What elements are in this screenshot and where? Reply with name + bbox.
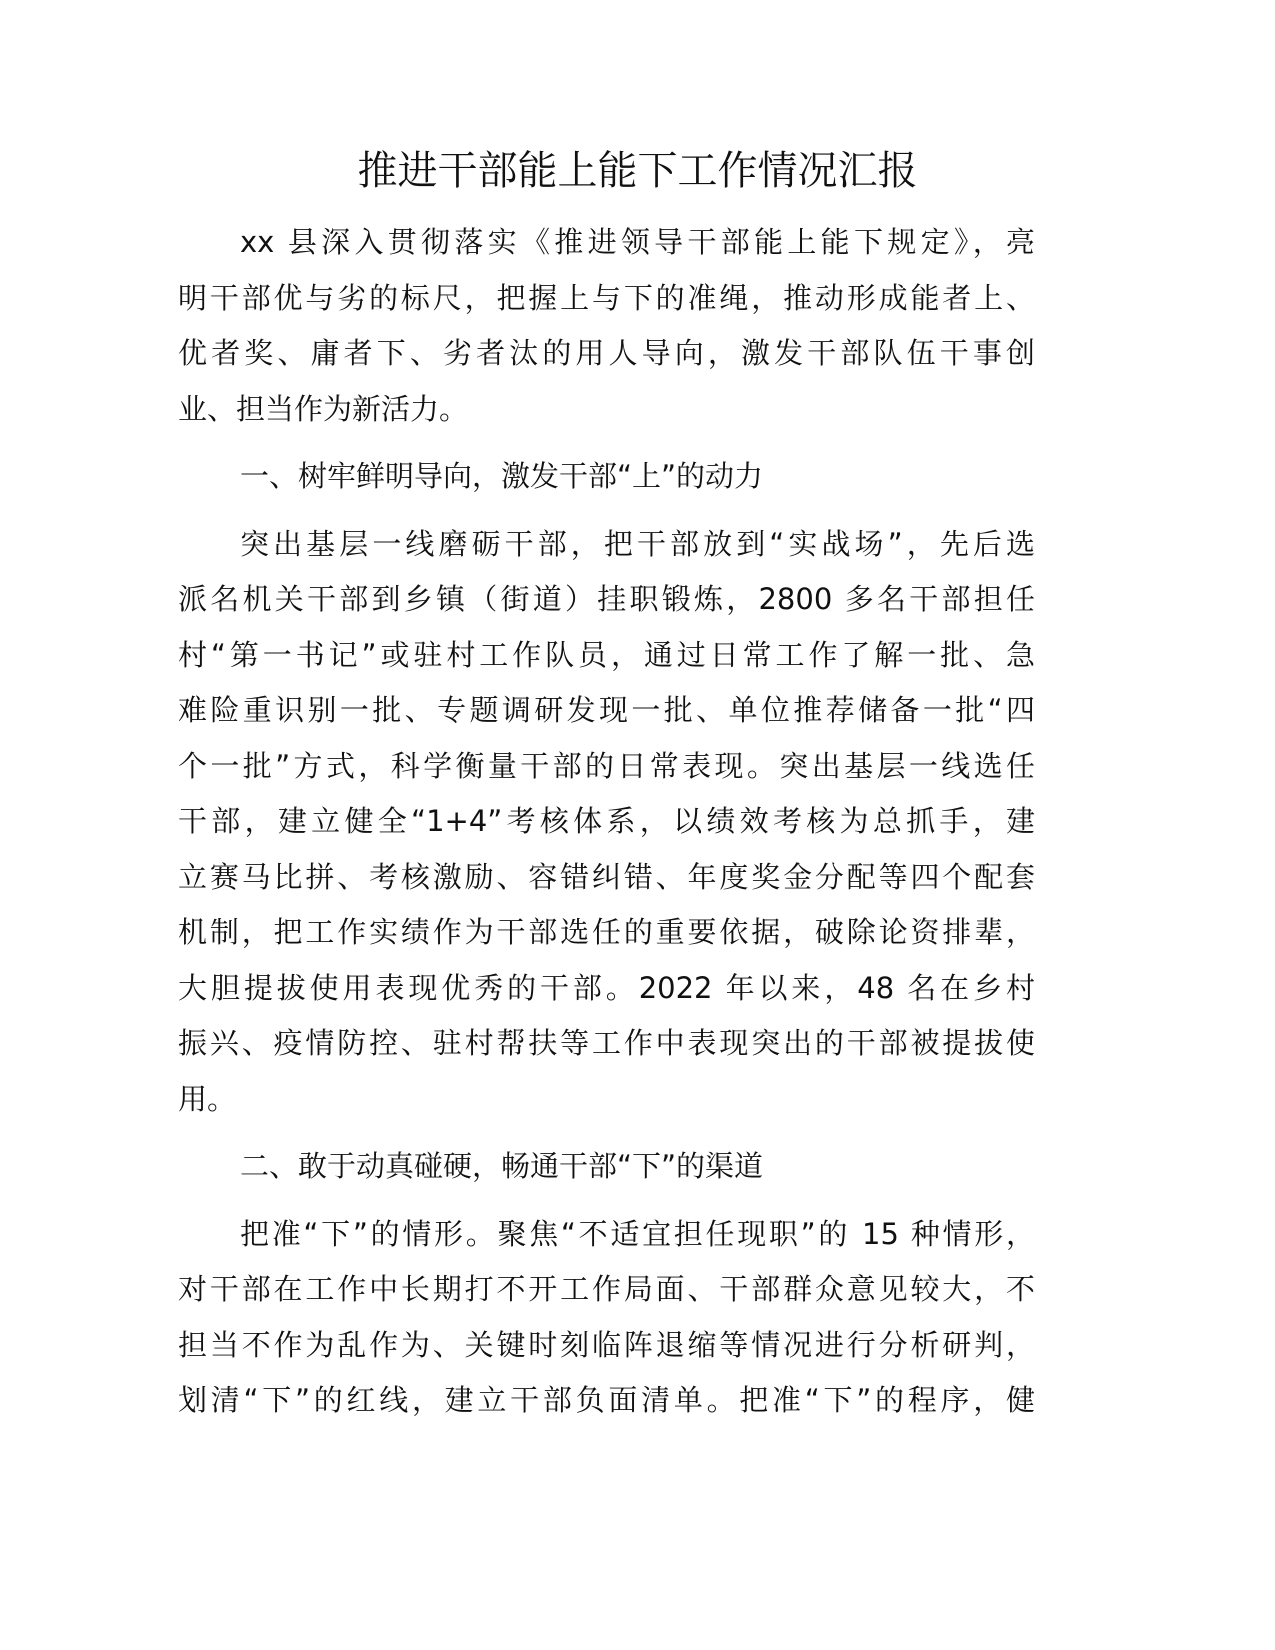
- text-line: 突出基层一线磨砺干部，把干部放到“实战场”，先后选: [240, 526, 1035, 561]
- document-body: [178, 215, 1035, 1441]
- section-heading: [178, 449, 1035, 505]
- text-line: xx 县深入贯彻落实《推进领导干部能上能下规定》，亮: [240, 225, 1035, 259]
- text-line: 优者奖、庸者下、劣者汰的用人导向，激发干部队伍干事创: [178, 336, 1035, 370]
- text-line: 村“第一书记”或驻村工作队员，通过日常工作了解一批、急: [178, 637, 1035, 672]
- text-line: 振兴、疫情防控、驻村帮扶等工作中表现突出的干部被提拔使: [178, 1026, 1035, 1060]
- text-line: 机制，把工作实绩作为干部选任的重要依据，破除论资排辈，: [178, 915, 1035, 949]
- text-line: 对干部在工作中长期打不开工作局面、干部群众意见较大，不: [178, 1272, 1035, 1306]
- text-line: 担当不作为乱作为、关键时刻临阵退缩等情况进行分析研判，: [178, 1327, 1035, 1362]
- paragraph: [178, 1207, 1035, 1429]
- text-line: 业、担当作为新活力。: [178, 391, 469, 426]
- paragraph: [178, 517, 1035, 1128]
- text-line: 一、树牢鲜明导向，激发干部“上”的动力: [240, 459, 764, 493]
- paragraph: [178, 215, 1035, 437]
- section-heading: [178, 1139, 1035, 1195]
- text-line: 个一批”方式，科学衡量干部的日常表现。突出基层一线选任: [178, 748, 1035, 783]
- text-line: 难险重识别一批、专题调研发现一批、单位推荐储备一批“四: [178, 693, 1035, 727]
- document-title: 推进干部能上能下工作情况汇报: [357, 148, 918, 194]
- text-line: 把准“下”的情形。聚焦“不适宜担任现职”的 15 种情形，: [240, 1216, 1035, 1251]
- text-line: 用。: [178, 1081, 237, 1116]
- text-line: 大胆提拔使用表现优秀的干部。2022 年以来，48 名在乡村: [178, 970, 1035, 1005]
- text-line: 立赛马比拼、考核激励、容错纠错、年度奖金分配等四个配套: [178, 859, 1035, 894]
- text-line: 划清“下”的红线，建立干部负面清单。把准“下”的程序，健: [178, 1383, 1035, 1417]
- text-line: 派名机关干部到乡镇（街道）挂职锻炼，2800 多名干部担任: [178, 582, 1035, 616]
- text-line: 二、敢于动真碰硬，畅通干部“下”的渠道: [240, 1149, 764, 1183]
- text-line: 明干部优与劣的标尺，把握上与下的准绳，推动形成能者上、: [178, 280, 1035, 315]
- text-line: 干部，建立健全“1+4”考核体系，以绩效考核为总抓手，建: [178, 804, 1035, 838]
